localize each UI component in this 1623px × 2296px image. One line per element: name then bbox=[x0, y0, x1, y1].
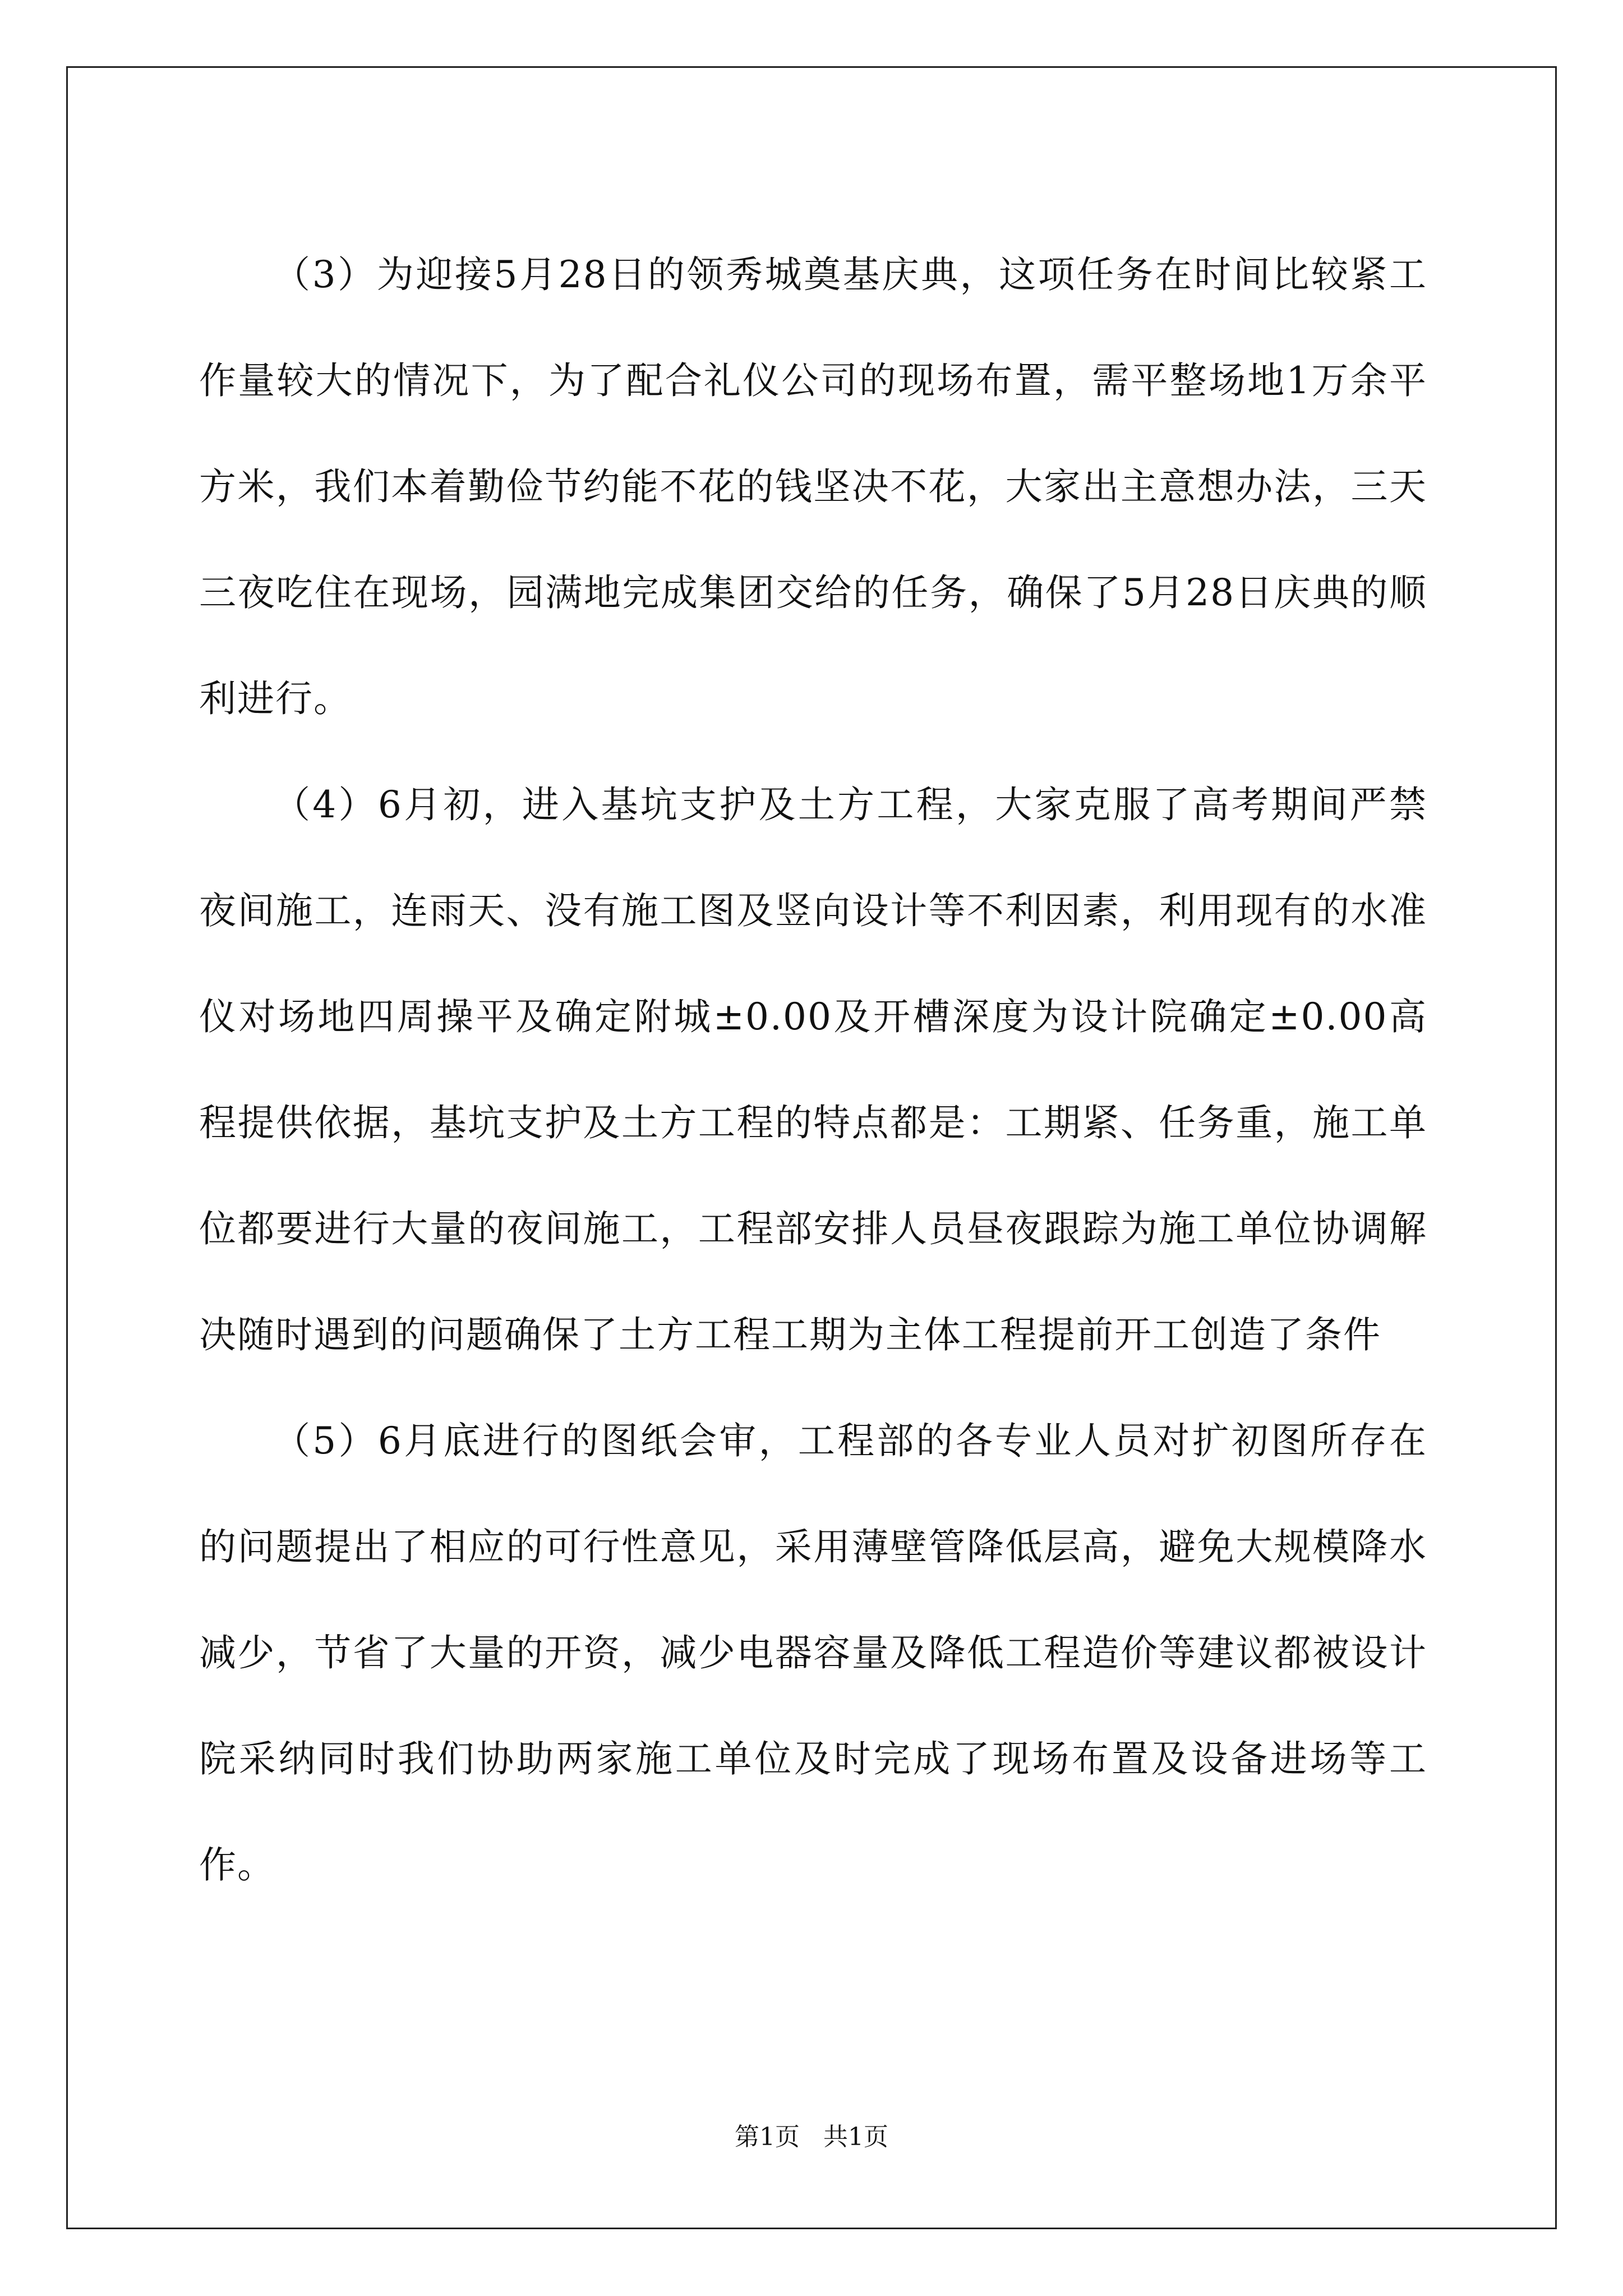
page-total: 共1页 bbox=[823, 2123, 888, 2151]
page-number: 第1页 bbox=[735, 2123, 800, 2151]
paragraph-5: （5）6月底进行的图纸会审，工程部的各专业人员对扩初图所存在的问题提出了相应的可行性意见，采用薄壁管降低层高，避免大规模降水减少，节省了大量的开资，减少电器容量及降低工程造价等建议都被设计院采纳同时我们协助两家施工单位及时完成了现场布置及设备进场等工作。 bbox=[199, 1419, 1427, 1887]
paragraph-3: （3）为迎接5月28日的领秀城奠基庆典，这项任务在时间比较紧工作量较大的情况下，为了配合礼仪公司的现场布置，需平整场地1万余平方米，我们本着勤俭节约能不花的钱坚决不花，大家出主意想办法，三天三夜吃住在现场，园满地完成集团交给的任务，确保了5月28日庆典的顺利进行。 bbox=[199, 253, 1427, 720]
paragraph-4: （4）6月初，进入基坑支护及土方工程，大家克服了高考期间严禁夜间施工，连雨天、没有施工图及竖向设计等不利因素，利用现有的水准仪对场地四周操平及确定附城±0.00及开槽深度为设计院确定±0.00高程提供依据，基坑支护及土方工程的特点都是：工期紧、任务重，施工单位都要进行大量的夜间施工，工程部安排人员昼夜跟踪为施工单位协调解决随时遇到的问题确保了土方工程工期为主体工程提前开工创造了条件 bbox=[199, 783, 1427, 1356]
page-footer bbox=[0, 2120, 1623, 2154]
document-body bbox=[199, 222, 1427, 1918]
